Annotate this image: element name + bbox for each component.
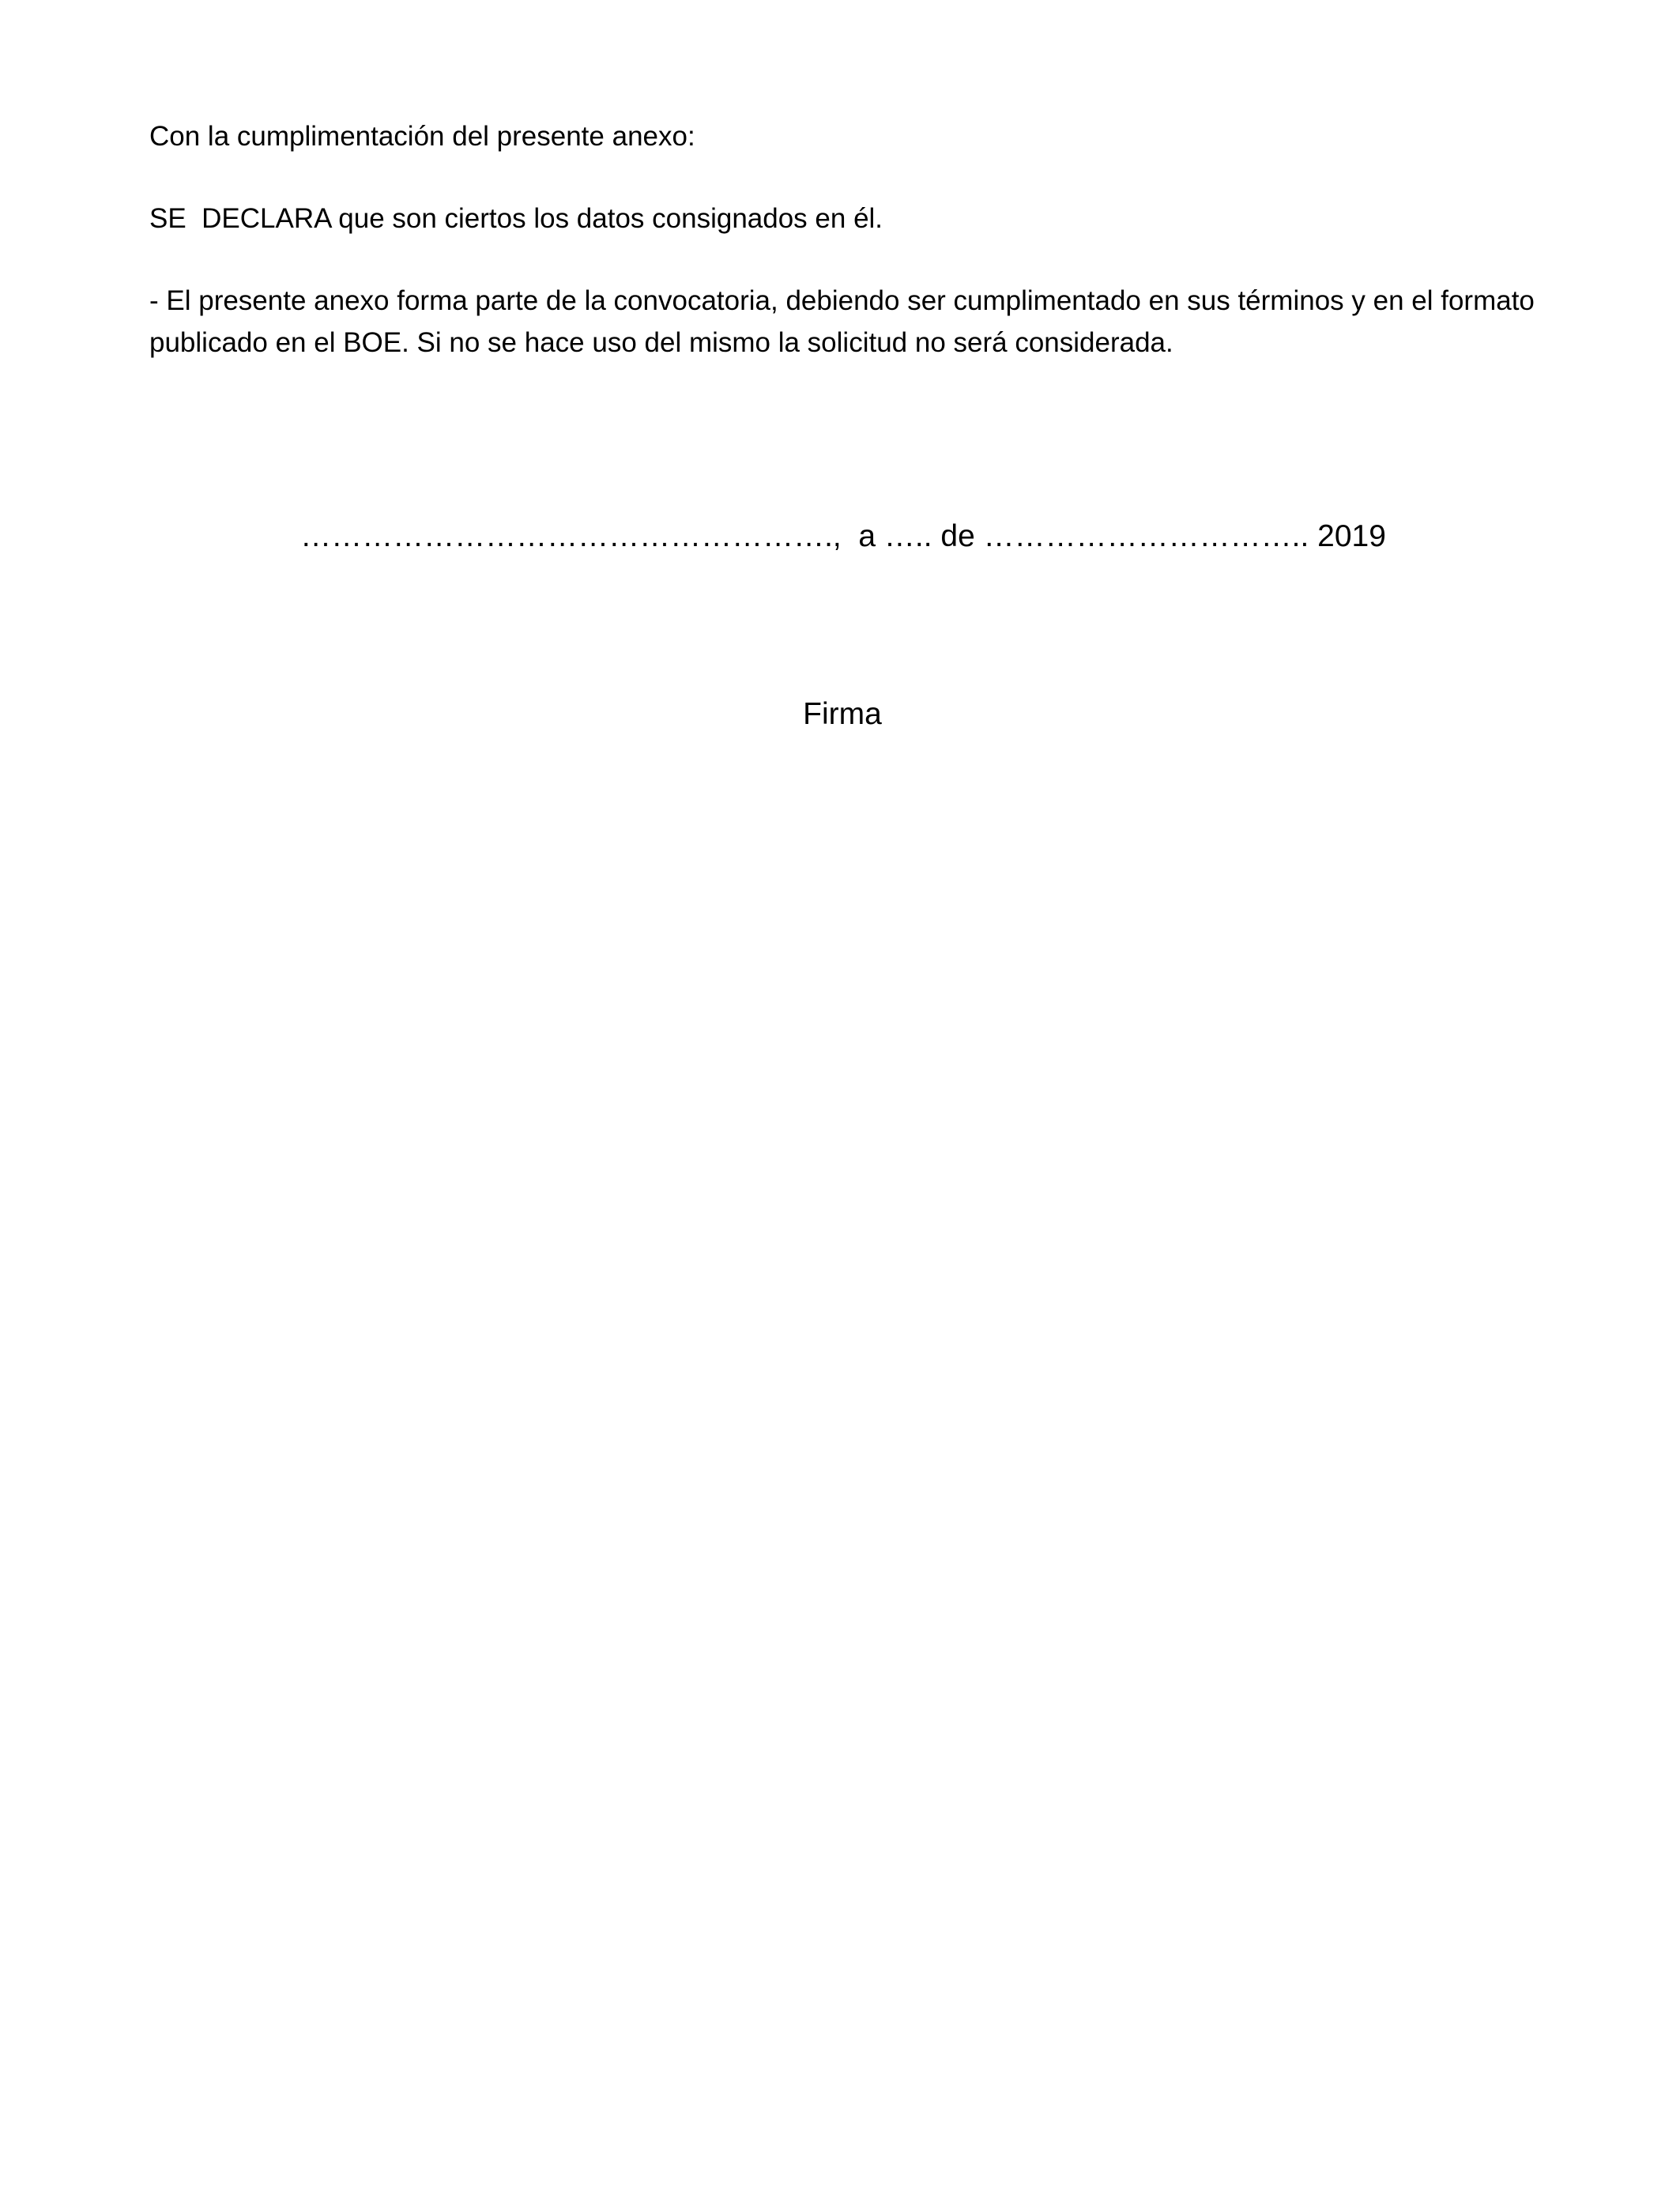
declaration-text: SE DECLARA que son ciertos los datos consignados en él. — [149, 203, 883, 234]
intro-text: Con la cumplimentación del presente anexo: — [149, 121, 695, 152]
place-date-line: ……………………………………………., a ….. de ………………………….. 2019 — [300, 519, 1386, 553]
note-text: - El presente anexo forma parte de la convocatoria, debiendo ser cumplimentado en sus términos y en el formato publicado en el BOE. Si no se hace uso del mismo la solicitud no será considerada. — [149, 285, 1543, 358]
signature-label: Firma — [803, 697, 882, 731]
